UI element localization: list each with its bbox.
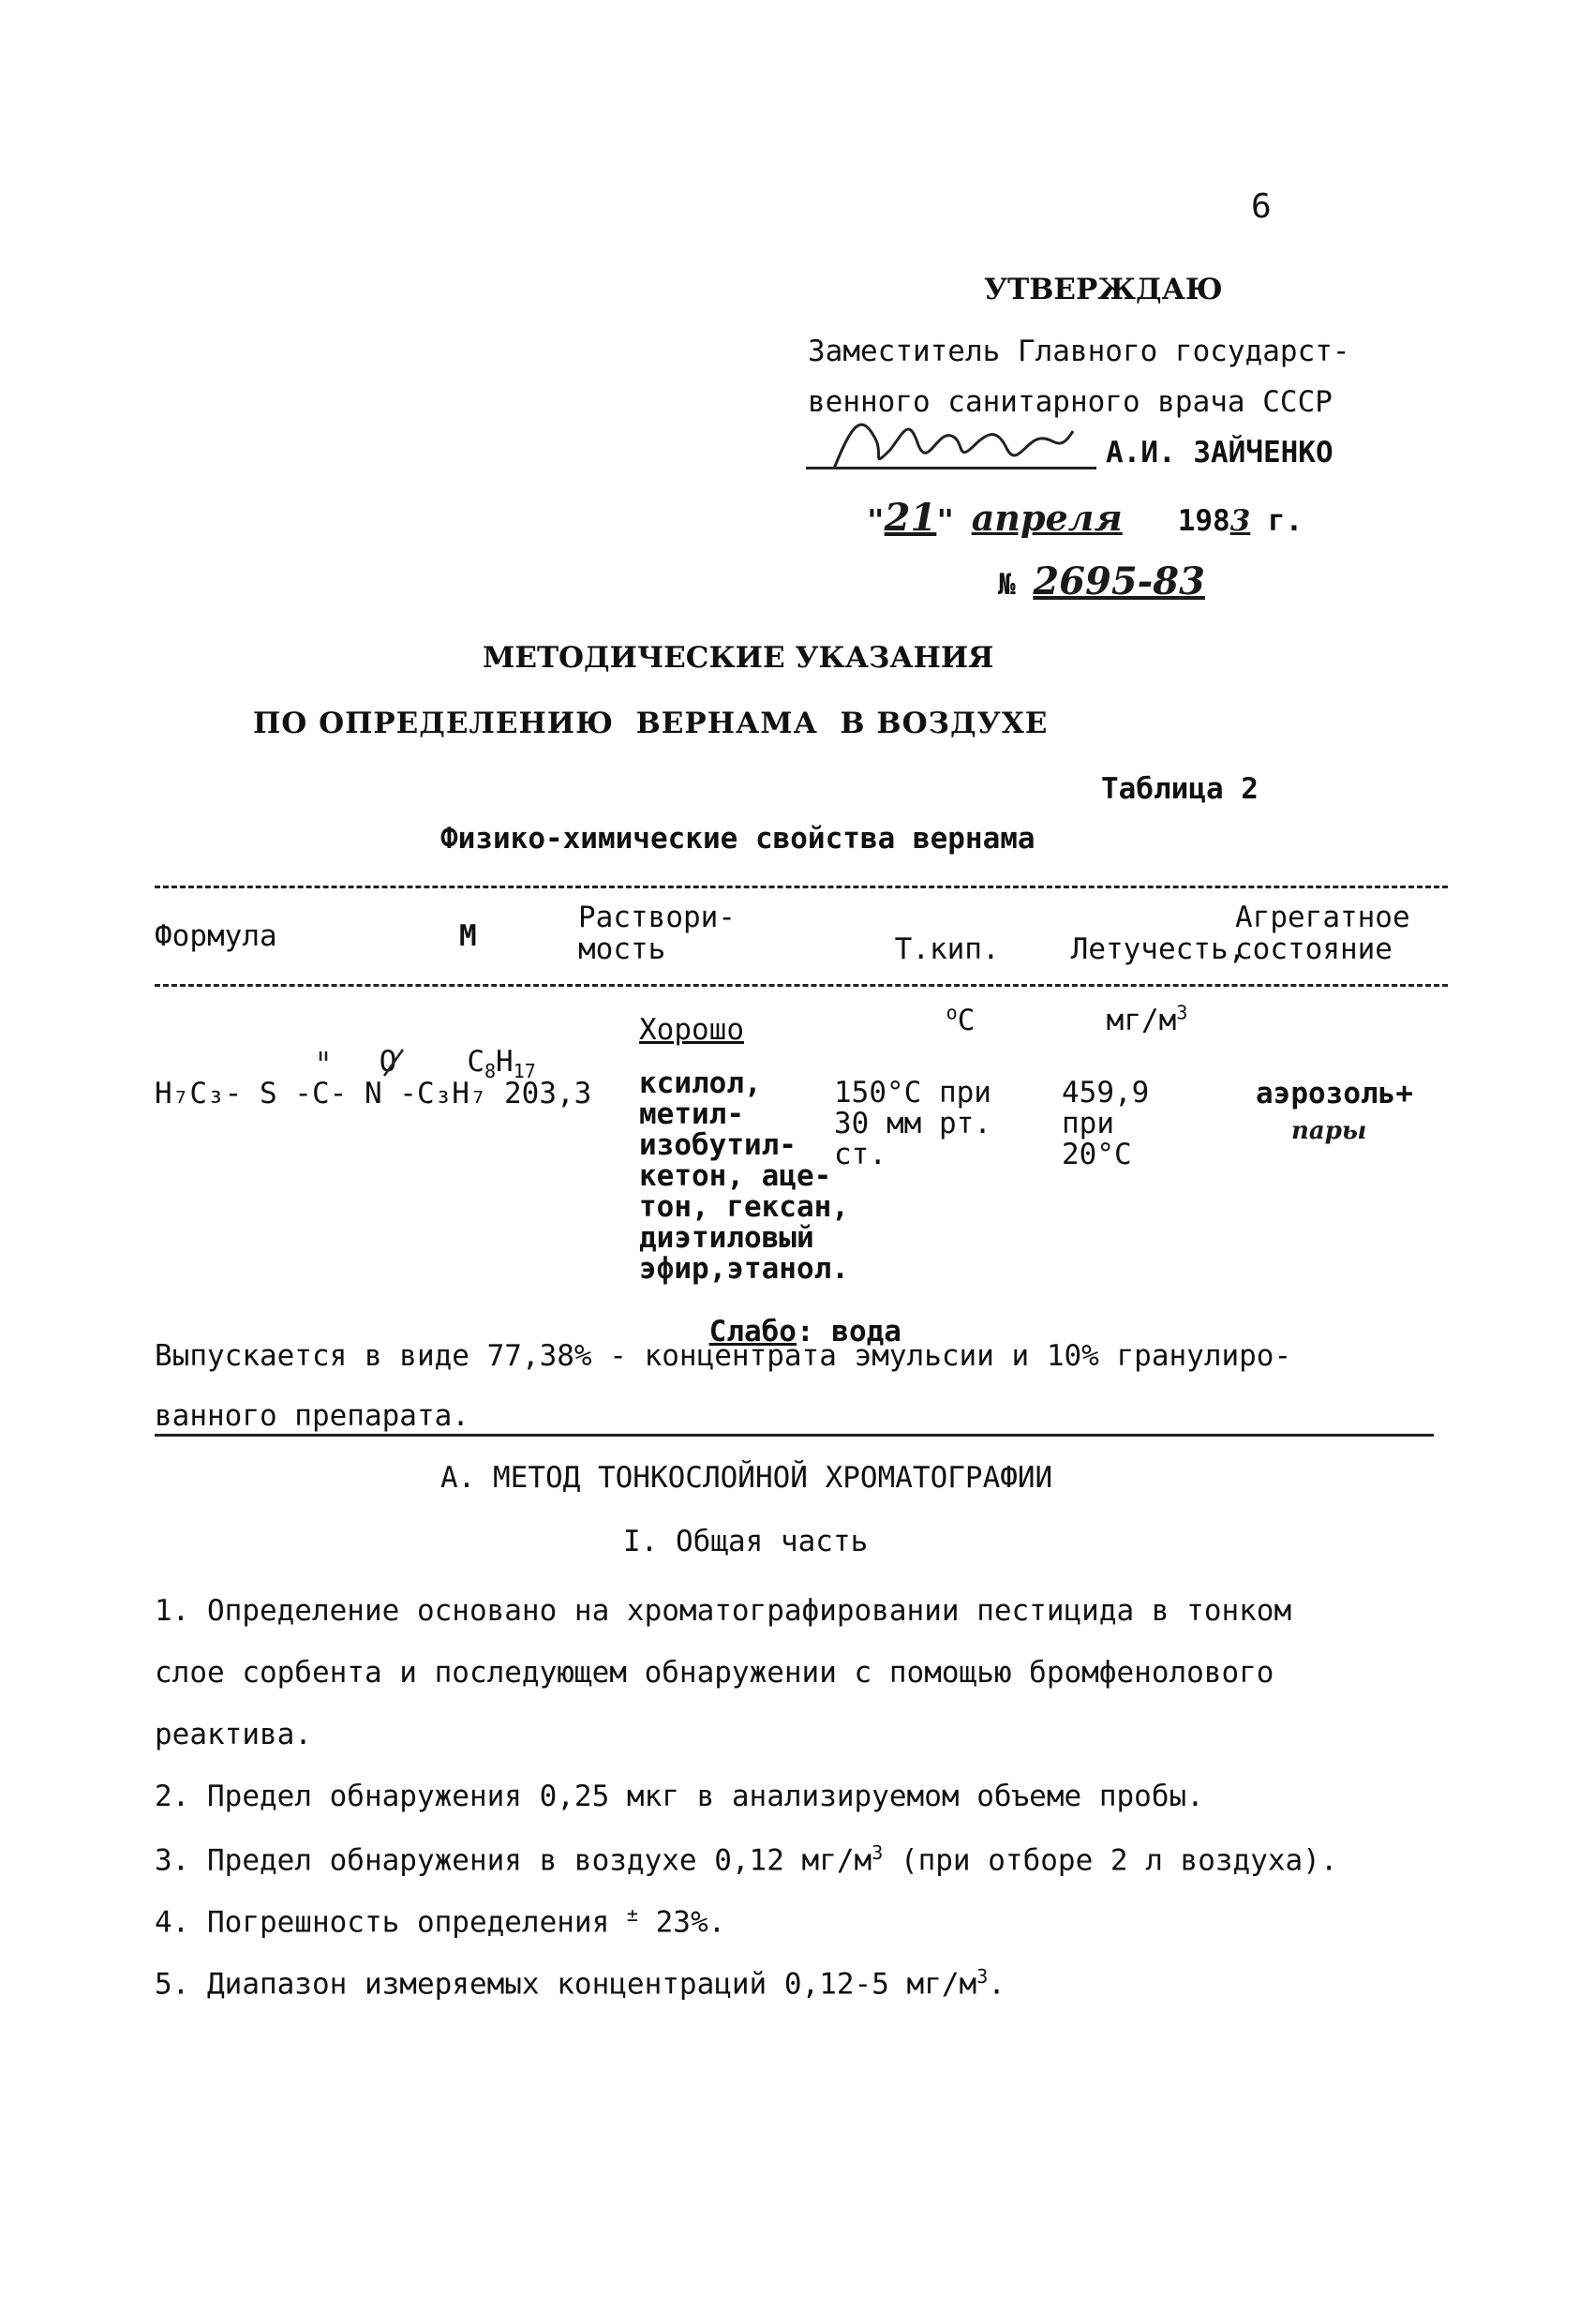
date-close-quote: " [936,504,955,538]
item-1-line2: слое сорбента и последующем обнаружении с помощью бромфенолового [155,1656,1274,1690]
header-solubility: Раствори- мость [578,901,736,966]
aggregate-state-handwritten: пары [1291,1117,1367,1145]
item-5-suffix: . [988,1967,1006,2002]
signature [825,403,1106,478]
item-5-text: 5. Диапазон измеряемых концентраций 0,12-5 мг/м [155,1967,977,2002]
header-volatility-label: Летучесть, [1070,932,1246,966]
solubility-poor-value: : вода [796,1315,901,1348]
page-number: 6 [1251,187,1272,226]
title-line2: ПО ОПРЕДЕЛЕНИЮ ВЕРНАМА В ВОЗДУХЕ [253,707,1049,740]
table-header-rule [155,984,1448,987]
item-3: 3. Предел обнаружения в воздухе 0,12 $мг/м^3$ (при отборе 2 л воздуха). [155,1841,1338,1878]
date-year-prefix: 198 [1177,504,1230,538]
molar-mass: 203,3 [504,1077,592,1110]
subsection-general: I. Общая часть [623,1525,869,1558]
date-month: апреля [971,497,1123,539]
solubility-good-label: Хорошо [639,1013,744,1047]
date-year-digit: 3 [1229,504,1251,538]
number-prefix: № [998,568,1016,602]
table-label: Таблица 2 [1101,772,1259,806]
date-open-quote: " [867,504,885,538]
volatility-value: 459,9 при 20°С [1062,1076,1150,1171]
table-top-rule [155,886,1448,888]
formula-main: H₇C₃- S -C- N -C₃H₇ [155,1077,487,1110]
formula-o: O [379,1045,397,1079]
date-year-suffix: г. [1250,504,1304,538]
title-line1: МЕТОДИЧЕСКИЕ УКАЗАНИЯ [483,641,994,675]
header-m: М [459,919,477,953]
number-value: 2695-83 [1033,559,1205,603]
boiling-point: 150°С при 30 мм рт. ст. [834,1076,991,1171]
release-text-line2: ванного препарата. [155,1399,469,1433]
header-boiling-label: Т.кип. [894,932,1000,966]
approval-position-line2: венного санитарного врача СССР [808,385,1333,419]
section-a-heading: А. МЕТОД ТОНКОСЛОЙНОЙ ХРОМАТОГРАФИИ [440,1461,1053,1495]
release-underline [155,1434,1434,1437]
header-volatility-unit: $мг/м^3$ [1106,1002,1188,1038]
formula-c8h17: $C_8H_{17}$ [467,1045,536,1083]
date-day: 21 [884,496,937,540]
item-4-plusminus: ± [626,1903,638,1926]
item-3-suffix: (при отборе 2 л воздуха). [883,1843,1338,1878]
item-1-line3: реактива. [155,1718,312,1751]
item-5: 5. Диапазон измеряемых концентраций 0,12-5 $мг/м^3$. [155,1965,1006,2002]
item-4 [155,1904,725,1940]
approval-name: А.И. ЗАЙЧЕНКО [1106,436,1333,469]
item-1-line1: 1. Определение основано на хроматографировании пестицида в тонком [155,1594,1292,1628]
aggregate-state: аэрозоль+ [1256,1077,1413,1110]
approval-date [867,497,1303,540]
item-4-value: 23%. [637,1905,726,1940]
header-boiling-unit: $^o$С [946,1002,976,1038]
item-3-text: 3. Предел обнаружения в воздухе 0,12 мг/м [155,1843,872,1878]
release-text-line1: Выпускается в виде 77,38% - концентрата эмульсии и 10% гранулиро- [155,1339,1292,1373]
solubility-poor-label: Слабо [708,1315,797,1348]
item-2: 2. Предел обнаружения 0,25 мкг в анализируемом объеме пробы. [155,1780,1204,1813]
approval-position-line1: Заместитель Главного государст- [808,335,1350,368]
header-formula: Формула [155,919,277,953]
solubility-good-list: ксилол, метил- изобутил- кетон, аце- тон, гексан, диэтиловый эфир,этанол. [639,1066,849,1286]
approval-number [998,560,1205,603]
header-state: Агрегатное состояние [1235,901,1410,966]
table-caption: Физико-химические свойства вернама [440,822,1035,856]
item-4-text: 4. Погрешность определения [155,1905,627,1940]
approval-heading: УТВЕРЖДАЮ [984,273,1223,306]
